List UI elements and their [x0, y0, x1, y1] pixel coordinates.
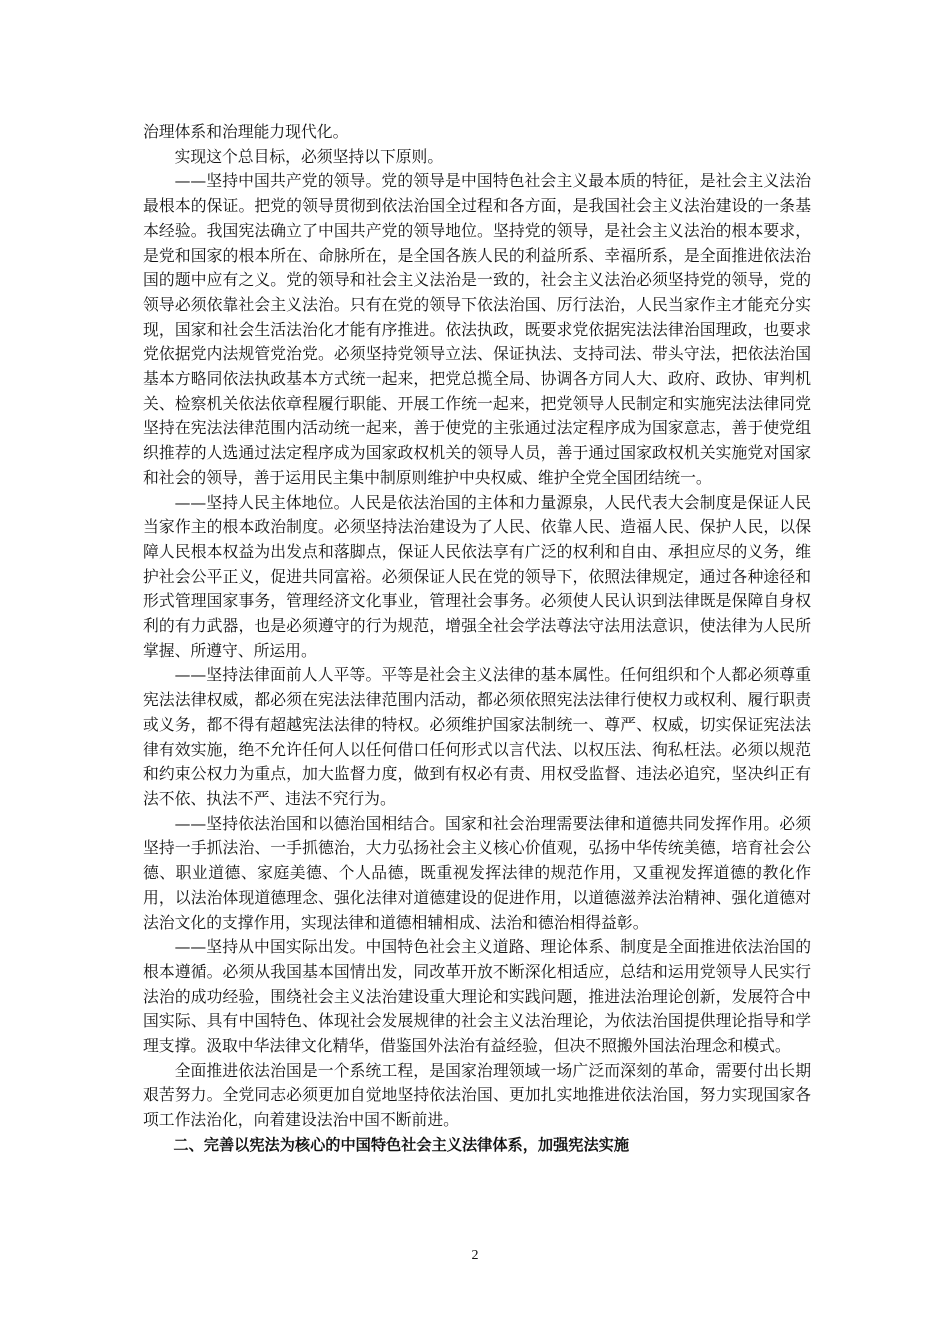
paragraph-law-and-virtue: ——坚持依法治国和以德治国相结合。国家和社会治理需要法律和道德共同发挥作用。必须坚持一手抓法治、一手抓德治，大力弘扬社会主义核心价值观，弘扬中华传统美德，培育社会公德、职业道德、家庭美德、个人品德，既重视发挥法律的规范作用，又重视发挥道德的教化作用，以法治体现道德理念、强化法律对道德建设的促进作用，以道德滋养法治精神、强化道德对法治文化的支撑作用，实现法律和道德相辅相成、法治和德治相得益彰。 [143, 813, 811, 932]
section-heading: 二、完善以宪法为核心的中国特色社会主义法律体系，加强宪法实施 [173, 1135, 630, 1154]
paragraph-systematic-project: 全面推进依法治国是一个系统工程，是国家治理领域一场广泛而深刻的革命，需要付出长期艰苦努力。全党同志必须更加自觉地坚持依法治国、更加扎实地推进依法治国，努力实现国家各项工作法治化，向着建设法治中国不断前进。 [143, 1060, 811, 1130]
paragraph-continuation: 治理体系和治理能力现代化。 [143, 122, 349, 141]
paragraph-equality: ——坚持法律面前人人平等。平等是社会主义法律的基本属性。任何组织和个人都必须尊重宪法法律权威，都必须在宪法法律范围内活动，都必须依照宪法法律行使权力或权利、履行职责或义务，都不得有超越宪法法律的特权。必须维护国家法制统一、尊严、权威，切实保证宪法法律有效实施，绝不允许任何人以任何借口任何形式以言代法、以权压法、徇私枉法。必须以规范和约束公权力为重点，加大监督力度，做到有权必有责、用权受监督、违法必追究，坚决纠正有法不依、执法不严、违法不究行为。 [143, 665, 811, 808]
page-number: 2 [471, 1248, 479, 1263]
paragraph-people-status: ——坚持人民主体地位。人民是依法治国的主体和力量源泉，人民代表大会制度是保证人民当家作主的根本政治制度。必须坚持法治建设为了人民、依靠人民、造福人民、保护人民，以保障人民根本权益为出发点和落脚点，保证人民依法享有广泛的权利和自由、承担应尽的义务，维护社会公平正义，促进共同富裕。必须保证人民在党的领导下，依照法律规定，通过各种途径和形式管理国家事务，管理经济文化事业，管理社会事务。必须使人民认识到法律既是保障自身权利的有力武器，也是必须遵守的行为规范，增强全社会学法尊法守法用法意识，使法律为人民所掌握、所遵守、所运用。 [143, 492, 811, 660]
page-body [143, 120, 811, 1158]
paragraph-party-leadership: ——坚持中国共产党的领导。党的领导是中国特色社会主义最本质的特征，是社会主义法治最根本的保证。把党的领导贯彻到依法治国全过程和各方面，是我国社会主义法治建设的一条基本经验。我国宪法确立了中国共产党的领导地位。坚持党的领导，是社会主义法治的根本要求，是党和国家的根本所在、命脉所在，是全国各族人民的利益所系、幸福所系，是全面推进依法治国的题中应有之义。党的领导和社会主义法治是一致的，社会主义法治必须坚持党的领导，党的领导必须依靠社会主义法治。只有在党的领导下依法治国、厉行法治，人民当家作主才能充分实现，国家和社会生活法治化才能有序推进。依法执政，既要求党依据宪法法律治国理政，也要求党依据党内法规管党治党。必须坚持党领导立法、保证执法、支持司法、带头守法，把依法治国基本方略同依法执政基本方式统一起来，把党总揽全局、协调各方同人大、政府、政协、审判机关、检察机关依法依章程履行职能、开展工作统一起来，把党领导人民制定和实施宪法法律同党坚持在宪法法律范围内活动统一起来，善于使党的主张通过法定程序成为国家意志，善于使党组织推荐的人选通过法定程序成为国家政权机关的领导人员，善于通过国家政权机关实施党对国家和社会的领导，善于运用民主集中制原则维护中央权威、维护全党全国团结统一。 [143, 171, 811, 487]
paragraph-principles-intro: 实现这个总目标，必须坚持以下原则。 [174, 146, 444, 166]
paragraph-china-reality: ——坚持从中国实际出发。中国特色社会主义道路、理论体系、制度是全面推进依法治国的根本遵循。必须从我国基本国情出发，同改革开放不断深化相适应，总结和运用党领导人民实行法治的成功经验，围绕社会主义法治建设重大理论和实践问题，推进法治理论创新，发展符合中国实际、具有中国特色、体现社会发展规律的社会主义法治理论，为依法治国提供理论指导和学理支撑。汲取中华法律文化精华，借鉴国外法治有益经验，但决不照搬外国法治理念和模式。 [143, 937, 811, 1056]
